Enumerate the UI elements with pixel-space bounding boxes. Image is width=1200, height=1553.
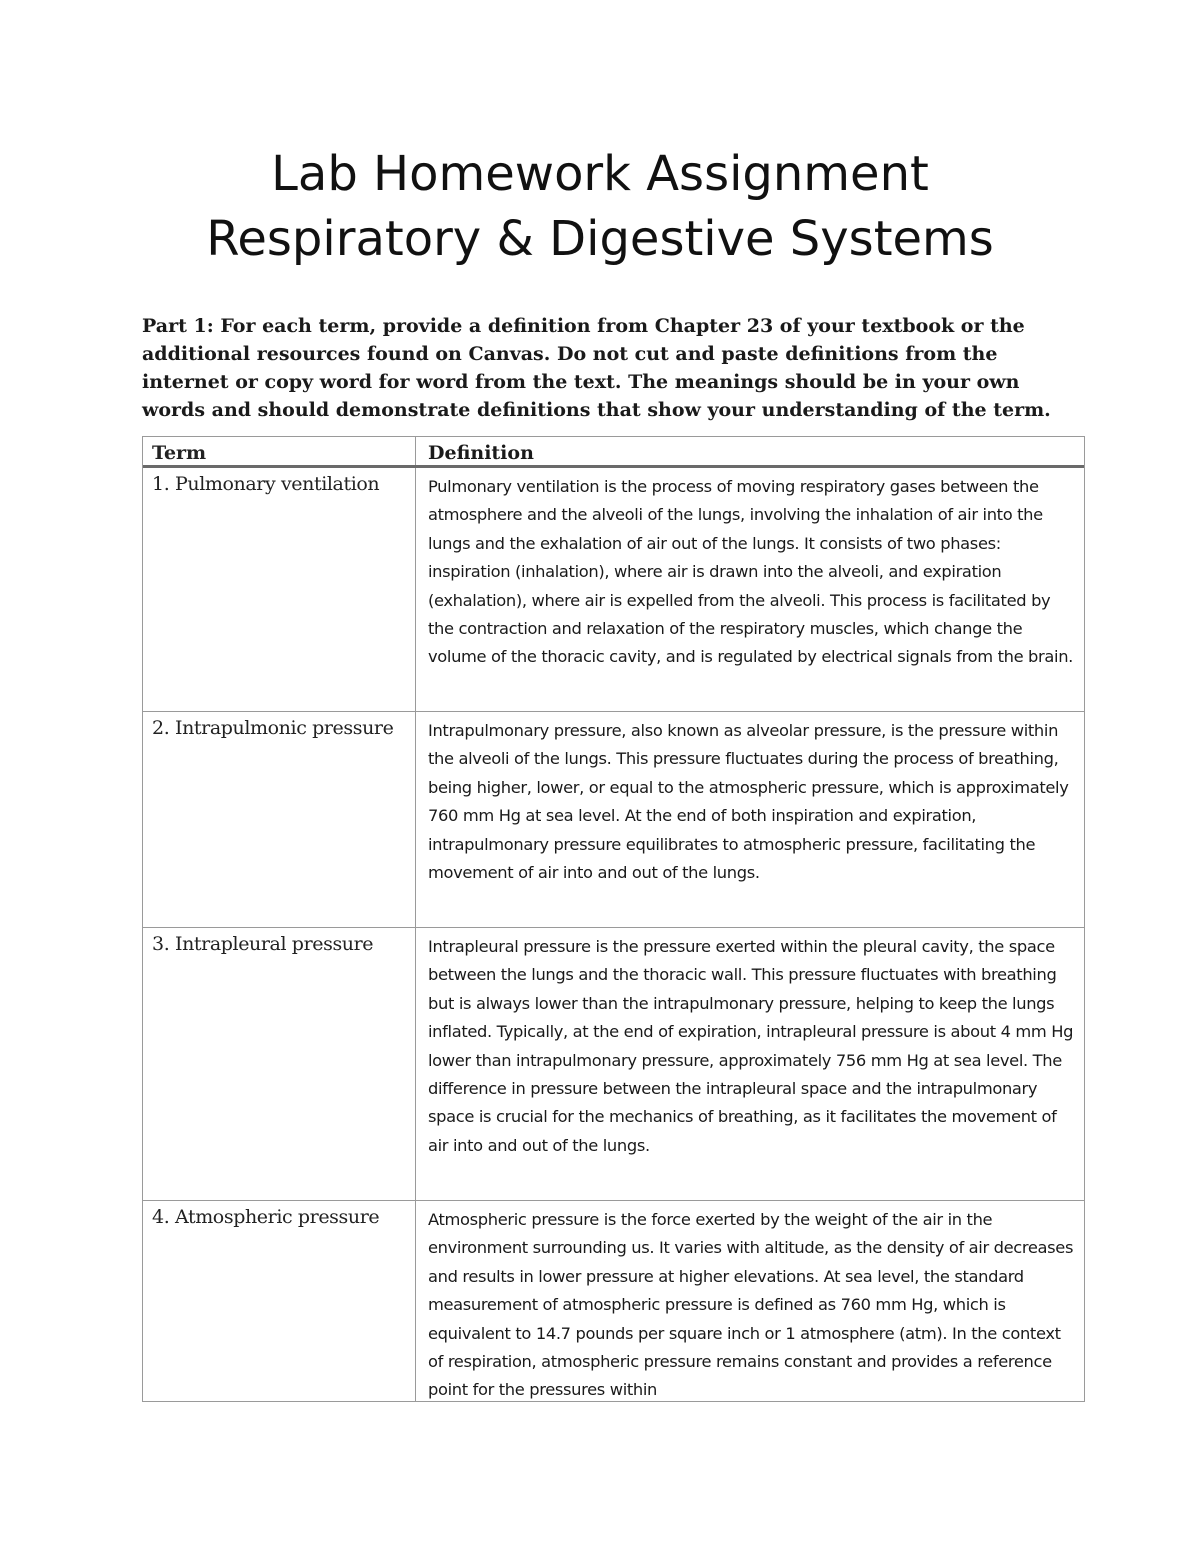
table-row — [143, 468, 1084, 712]
document-title-line-2: Respiratory & Digestive Systems — [206, 211, 994, 267]
term-cell: 4. Atmospheric pressure — [143, 1201, 416, 1401]
table-row — [143, 712, 1084, 928]
definitions-table — [142, 436, 1085, 1402]
header-definition: Definition — [428, 442, 534, 464]
table-row — [143, 1201, 1084, 1402]
definition-cell: Atmospheric pressure is the force exerted by the weight of the air in the environment surrounding us. It varies with altitude, as the density of air decreases and results in lower pressure at higher elevations. At sea level, the standard measurement of atmospheric pressure is defined as 760 mm Hg, which is equivalent to 14.7 pounds per square inch or 1 atmosphere (atm). In the context of respiration, atmospheric pressure remains constant and provides a reference point for the pressures within — [428, 1210, 1074, 1400]
term-cell: 3. Intrapleural pressure — [143, 928, 416, 1200]
definition-cell: Pulmonary ventilation is the process of moving respiratory gases between the atmosphere and the alveoli of the lungs, involving the inhalation of air into the lungs and the exhalation of air out of the lungs. It consists of two phases: inspiration (inhalation), where air is drawn into the alveoli, and expiration (exhalation), where air is expelled from the alveoli. This process is facilitated by the contraction and relaxation of the respiratory muscles, which change the volume of the thoracic cavity, and is regulated by electrical signals from the brain. — [428, 477, 1073, 667]
definition-cell: Intrapulmonary pressure, also known as alveolar pressure, is the pressure within the alveoli of the lungs. This pressure fluctuates during the process of breathing, being higher, lower, or equal to the atmospheric pressure, which is approximately 760 mm Hg at sea level. At the end of both inspiration and expiration, intrapulmonary pressure equilibrates to atmospheric pressure, facilitating the movement of air into and out of the lungs. — [428, 721, 1069, 883]
definition-cell: Intrapleural pressure is the pressure exerted within the pleural cavity, the space between the lungs and the thoracic wall. This pressure fluctuates with breathing but is always lower than the intrapulmonary pressure, helping to keep the lungs inflated. Typically, at the end of expiration, intrapleural pressure is about 4 mm Hg lower than intrapulmonary pressure, approximately 756 mm Hg at sea level. The difference in pressure between the intrapleural space and the intrapulmonary space is crucial for the mechanics of breathing, as it facilitates the movement of air into and out of the lungs. — [428, 937, 1074, 1155]
term-cell: 1. Pulmonary ventilation — [143, 468, 416, 711]
term-cell: 2. Intrapulmonic pressure — [143, 712, 416, 927]
header-term: Term — [143, 437, 416, 465]
part-1-instructions: Part 1: For each term, provide a definition from Chapter 23 of your textbook or the additional resources found on Canvas. Do not cut and paste definitions from the internet or copy word for word from the text. The meanings should be in your own words and should demonstrate definitions that show your understanding of the term. — [142, 315, 1051, 421]
document-title-line-1: Lab Homework Assignment — [271, 146, 929, 202]
table-row — [143, 928, 1084, 1201]
table-header-row — [143, 437, 1084, 468]
